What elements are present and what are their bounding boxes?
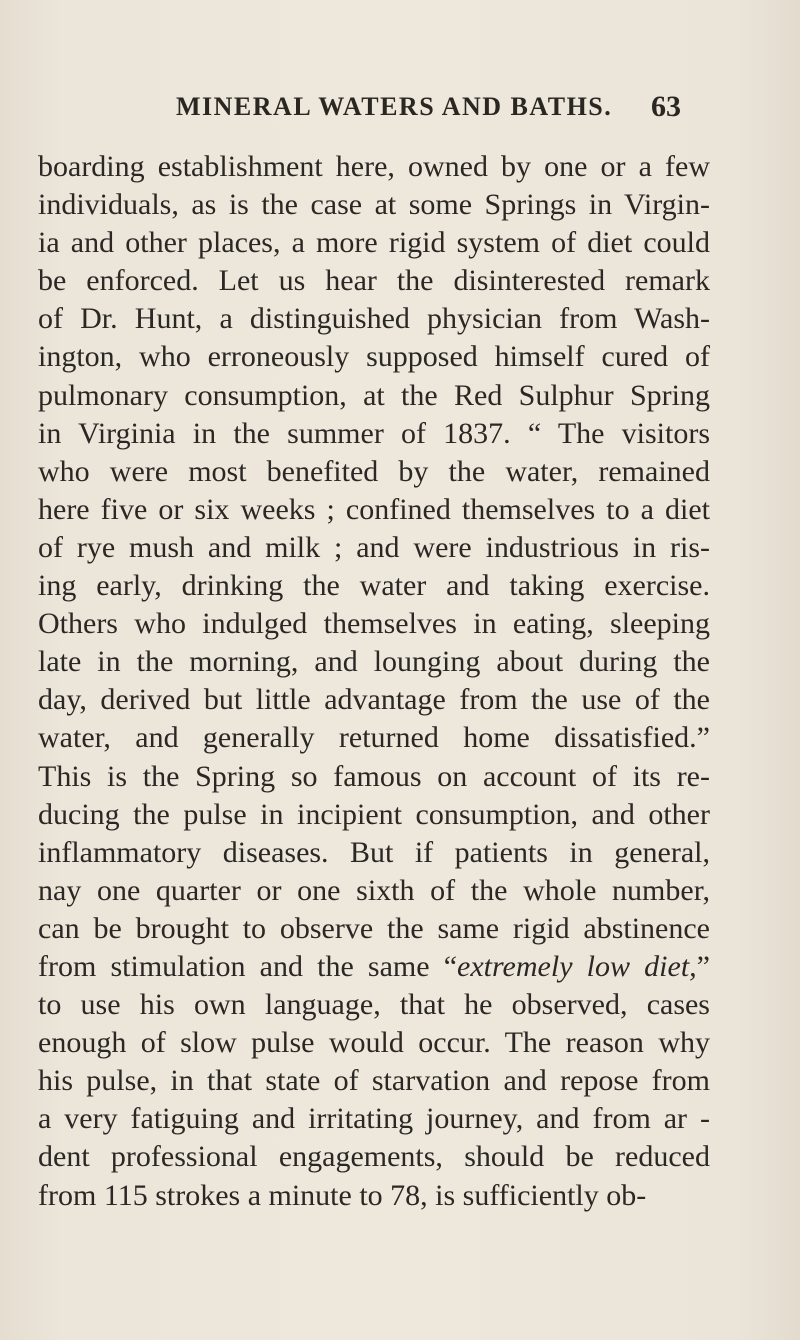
running-title: MINERAL WATERS AND BATHS. [176,92,613,121]
text-line: ducing the pulse in incipient consumption, and other [38,797,710,831]
text-line: individuals, as is the case at some Springs in Virgin- [38,188,710,222]
italic-phrase: extremely low diet, [457,949,697,983]
text-line: inflammatory diseases. But if patients in general, [38,835,710,869]
text-line: in Virginia in the summer of 1837. “ The visitors [38,416,710,450]
text-line: a very fatiguing and irritating journey, and from ar - [38,1102,710,1136]
text-line: late in the morning, and lounging about during the [38,645,710,679]
running-head [0,92,800,126]
text-line: enough of slow pulse would occur. The reason why [38,1026,710,1060]
text-line: boarding establishment here, owned by one or a few [38,150,710,183]
text-line: can be brought to observe the same rigid abstinence [38,911,710,945]
text-line: his pulse, in that state of starvation and repose from [38,1064,710,1098]
text-line: of rye mush and milk ; and were industrious in ris- [38,530,710,564]
body-text [38,148,710,1215]
text-line: to use his own language, that he observed, cases [38,988,710,1022]
text-line: This is the Spring so famous on account of its re- [38,759,710,793]
text-line: from 115 strokes a minute to 78, is sufficiently ob- [38,1178,647,1212]
text-line: day, derived but little advantage from the use of the [38,683,710,717]
text-line: nay one quarter or one sixth of the whole number, [38,873,710,907]
text-line: ia and other places, a more rigid system of diet could [38,226,710,260]
text-line: water, and generally returned home dissatisfied.” [38,721,710,755]
text-segment: ” [696,949,710,983]
text-line: Others who indulged themselves in eating, sleeping [38,607,710,641]
text-line [38,948,710,986]
text-line: ington, who erroneously supposed himself cured of [38,340,710,374]
text-line: dent professional engagements, should be reduced [38,1140,710,1174]
text-segment: from stimulation and the same “ [38,949,458,983]
text-line: who were most benefited by the water, remained [38,454,710,488]
text-line: pulmonary consumption, at the Red Sulphur Spring [38,378,710,412]
text-line: ing early, drinking the water and taking exercise. [38,569,710,603]
text-line: be enforced. Let us hear the disinterested remark [38,264,710,298]
page-number: 63 [651,90,681,123]
text-line: here five or six weeks ; confined themselves to a diet [38,492,710,526]
text-line: of Dr. Hunt, a distinguished physician from Wash- [38,302,710,336]
